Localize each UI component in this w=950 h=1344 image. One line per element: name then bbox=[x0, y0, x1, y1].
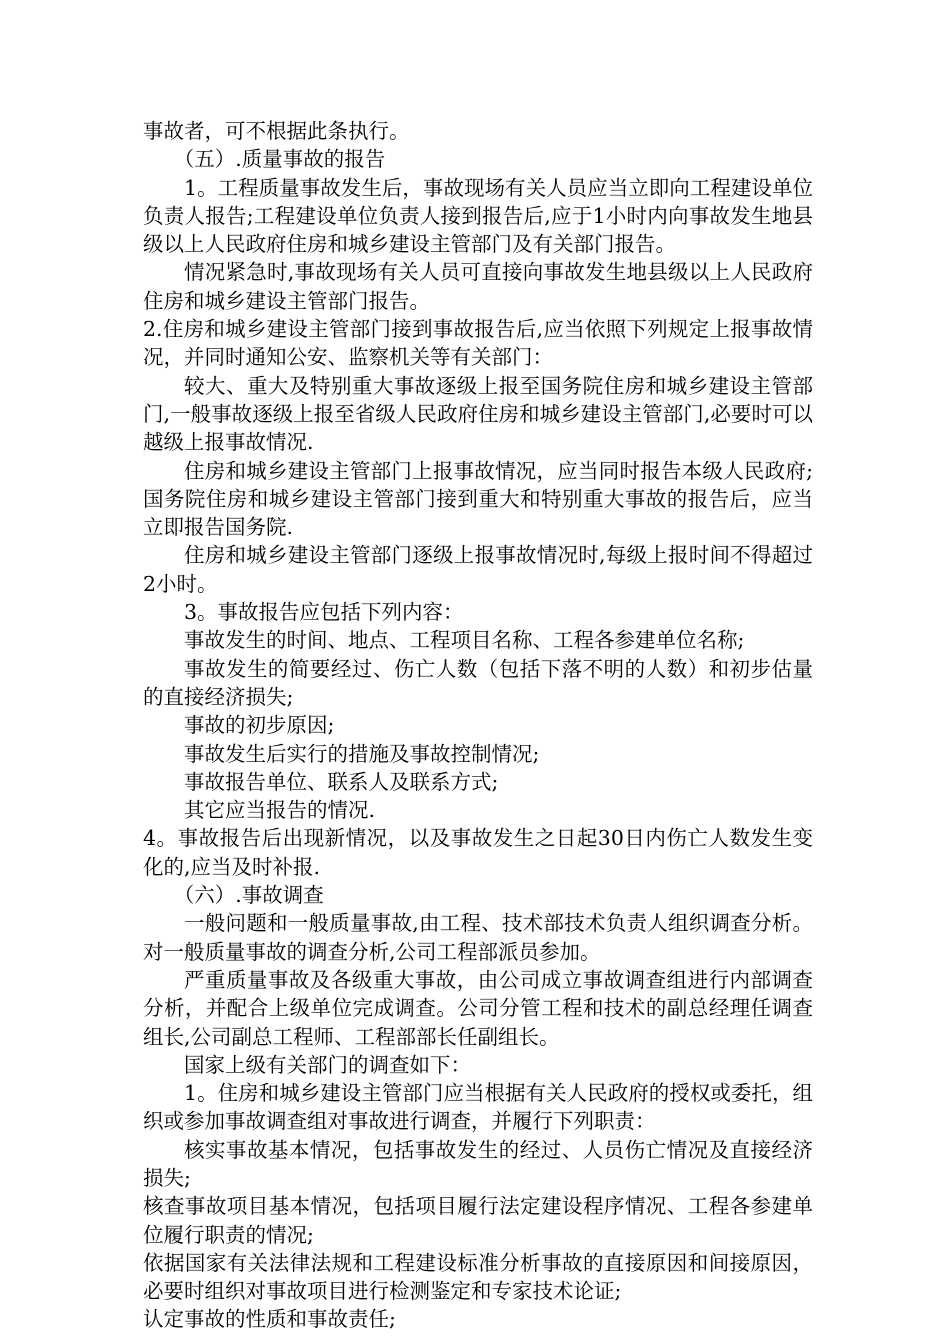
list-item: 核查事故项目基本情况，包括项目履行法定建设程序情况、工程各参建单位履行职责的情况; bbox=[143, 1194, 813, 1247]
list-item: 事故报告单位、联系人及联系方式; bbox=[184, 769, 499, 794]
paragraph: 住房和城乡建设主管部门上报事故情况，应当同时报告本级人民政府;国务院住房和城乡建设主管部门接到重大和特别重大事故的报告后，应当立即报告国务院. bbox=[143, 458, 813, 540]
paragraph: 较大、重大及特别重大事故逐级上报至国务院住房和城乡建设主管部门,一般事故逐级上报至省级人民政府住房和城乡建设主管部门,必要时可以越级上报事故情况. bbox=[143, 373, 813, 455]
paragraph: 一般问题和一般质量事故,由工程、技术部技术负责人组织调查分析。对一般质量事故的调查分析,公司工程部派员参加。 bbox=[143, 911, 813, 964]
paragraph: 3。事故报告应包括下列内容： bbox=[184, 600, 464, 625]
list-item: 依据国家有关法律法规和工程建设标准分析事故的直接原因和间接原因，必要时组织对事故项目进行检测鉴定和专家技术论证; bbox=[143, 1250, 813, 1304]
paragraph: 住房和城乡建设主管部门逐级上报事故情况时,每级上报时间不得超过2小时。 bbox=[143, 543, 813, 596]
list-item: 事故发生的时间、地点、工程项目名称、工程各参建单位名称; bbox=[184, 628, 745, 653]
list-item: 事故的初步原因; bbox=[184, 713, 335, 738]
list-item: 认定事故的性质和事故责任; bbox=[143, 1307, 396, 1332]
section-heading: （六）.事故调查 bbox=[173, 883, 324, 908]
list-item: 核实事故基本情况，包括事故发生的经过、人员伤亡情况及直接经济损失; bbox=[143, 1137, 813, 1190]
paragraph: 1。工程质量事故发生后，事故现场有关人员应当立即向工程建设单位负责人报告;工程建设单位负责人接到报告后,应于1小时内向事故发生地县级以上人民政府住房和城乡建设主管部门及有关部门报告。 bbox=[143, 175, 813, 257]
list-item: 事故发生后实行的措施及事故控制情况; bbox=[184, 741, 540, 766]
paragraph: 严重质量事故及各级重大事故，由公司成立事故调查组进行内部调查分析，并配合上级单位完成调查。公司分管工程和技术的副总经理任调查组长,公司副总工程师、工程部部长任副组长。 bbox=[143, 967, 813, 1049]
paragraph: 国家上级有关部门的调查如下： bbox=[184, 1052, 471, 1077]
document-body bbox=[143, 117, 813, 1334]
list-item: 其它应当报告的情况. bbox=[184, 798, 376, 823]
paragraph: 事故者，可不根据此条执行。 bbox=[143, 119, 410, 143]
paragraph: 情况紧急时,事故现场有关人员可直接向事故发生地县级以上人民政府住房和城乡建设主管部门报告。 bbox=[143, 260, 813, 313]
paragraph: 4。事故报告后出现新情况，以及事故发生之日起30日内伤亡人数发生变化的,应当及时补报. bbox=[143, 826, 813, 879]
paragraph: 2.住房和城乡建设主管部门接到事故报告后,应当依照下列规定上报事故情况，并同时通知公安、监察机关等有关部门： bbox=[143, 317, 813, 370]
section-heading: （五）.质量事故的报告 bbox=[173, 147, 386, 172]
paragraph: 1。住房和城乡建设主管部门应当根据有关人民政府的授权或委托，组织或参加事故调查组对事故进行调查，并履行下列职责： bbox=[143, 1081, 813, 1134]
list-item: 事故发生的简要经过、伤亡人数（包括下落不明的人数）和初步估量的直接经济损失; bbox=[143, 656, 813, 709]
